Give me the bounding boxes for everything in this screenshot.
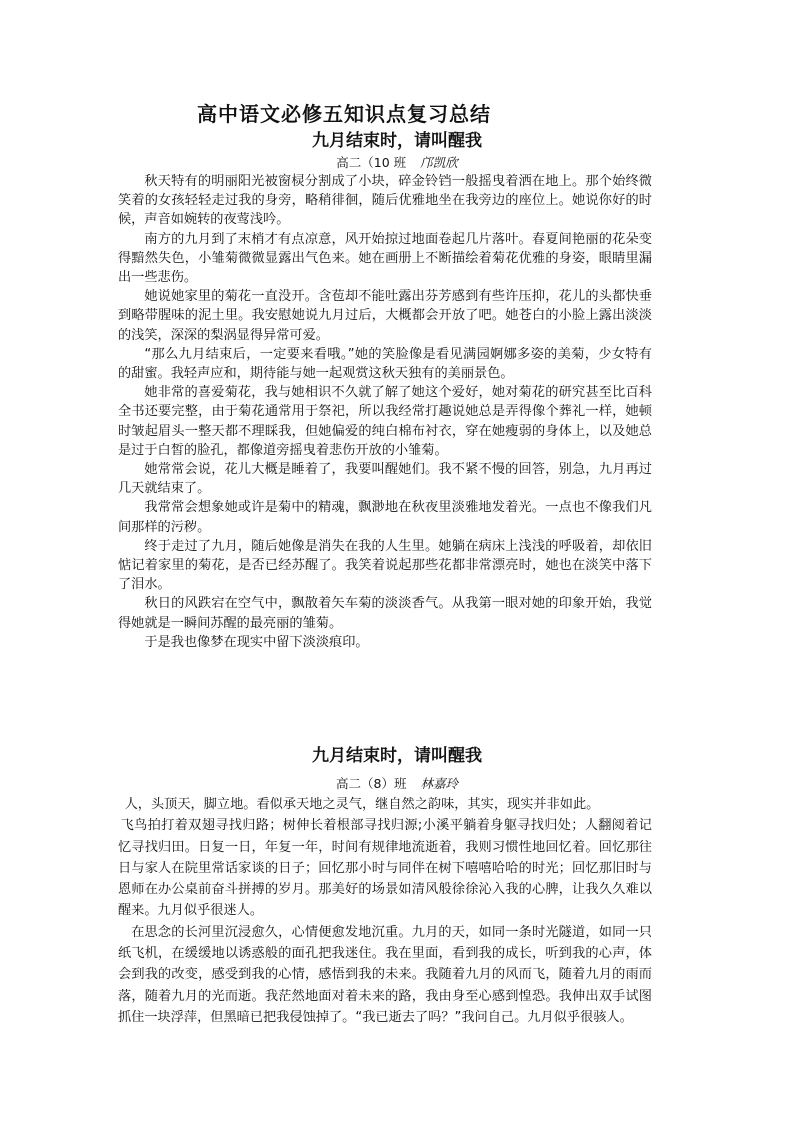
essay2-body bbox=[118, 794, 652, 1028]
essay1-title: 九月结束时，请叫醒我 bbox=[312, 131, 482, 151]
essay2-byline bbox=[0, 774, 794, 792]
document-title-text: 高中语文必修五知识点复习总结 bbox=[197, 102, 491, 126]
essay2-class: 高二（8）班 bbox=[336, 776, 407, 791]
essay1-paragraph: 秋日的风跌宕在空气中，飘散着矢车菊的淡淡香气。从我第一眼对她的印象开始，我觉得她就是一瞬间苏醒的最亮丽的雏菊。 bbox=[118, 596, 652, 631]
essay1-paragraph: 南方的九月到了末梢才有点凉意，风开始掠过地面卷起几片落叶。春夏间艳丽的花朵变得黯然失色，小雏菊微微显露出气色来。她在画册上不断描绘着菊花优雅的身姿，眼睛里漏出一些悲伤。 bbox=[118, 231, 652, 286]
essay1-body bbox=[118, 172, 652, 652]
essay1-paragraph: 秋天特有的明丽阳光被窗棂分割成了小块，碎金铃铛一般摇曳着洒在地上。那个始终微笑着的女孩轻轻走过我的身旁，略稍徘徊，随后优雅地坐在我旁边的座位上。她说你好的时候，声音如婉转的夜莺浅吟。 bbox=[118, 174, 652, 228]
essay1-byline bbox=[0, 153, 794, 171]
essay1-paragraph: “那么九月结束后，一定要来看哦。”她的笑脸像是看见满园婀娜多姿的美菊，少女特有的甜蜜。我轻声应和，期待能与她一起观赏这秋天独有的美丽景色。 bbox=[118, 346, 652, 382]
document-title bbox=[0, 98, 794, 127]
essay1-paragraph: 她说她家里的菊花一直没开。含苞却不能吐露出芬芳感到有些许压抑，花儿的头都快垂到略带腥味的泥土里。我安慰她说九月过后，大概都会开放了吧。她苍白的小脸上露出淡淡的浅笑，深深的梨涡显得异常可爱。 bbox=[118, 289, 652, 343]
essay1-paragraph: 终于走过了九月，随后她像是消失在我的人生里。她躺在病床上浅浅的呼吸着，却依旧惦记着家里的菊花，是否已经苏醒了。我笑着说起那些花都非常漂亮时，她也在淡笑中落下了泪水。 bbox=[118, 538, 652, 593]
essay1-paragraph: 我常常会想象她或许是菊中的精魂，飘渺地在秋夜里淡雅地发着光。一点也不像我们凡间那样的污秽。 bbox=[118, 500, 652, 535]
essay2-paragraph: 人，头顶天，脚立地。看似承天地之灵气，继自然之韵味，其实，现实并非如此。 bbox=[124, 797, 600, 812]
essay1-paragraph: 她常常会说，花儿大概是睡着了，我要叫醒她们。我不紧不慢的回答，别急，九月再过几天就结束了。 bbox=[118, 462, 652, 497]
essay2-title: 九月结束时，请叫醒我 bbox=[312, 746, 482, 766]
essay1-paragraph: 于是我也像梦在现实中留下淡淡痕印。 bbox=[144, 634, 369, 650]
essay1-author: 邝凯欣 bbox=[420, 155, 458, 170]
essay2-paragraph: 飞鸟拍打着双翅寻找归路；树伸长着根部寻找归源;小溪平躺着身躯寻找归处；人翻阅着记忆寻找归田。日复一日，年复一年，时间有规律地流逝着，我则习惯性地回忆着。回忆那往日与家人在院里常话家谈的日子；回忆那小时与同伴在树下嘻嘻哈哈的时光；回忆那旧时与恩师在办公桌前奋斗拼搏的岁月。那美好的场景如清风般徐徐沁入我的心脾，让我久久难以醒来。九月似乎很迷人。 bbox=[118, 818, 652, 919]
essay1-class: 高二（10 班 bbox=[336, 155, 407, 170]
essay2-paragraph: 在思念的长河里沉浸愈久，心情便愈发地沉重。九月的天，如同一条时光隧道，如同一只纸飞机，在缓缓地以诱惑般的面孔把我迷住。我在里面，看到我的成长，听到我的心声，体会到我的改变，感受到我的心情，感悟到我的未来。我随着九月的风而飞，随着九月的雨而落，随着九月的光而逝。我茫然地面对着未来的路，我由身至心感到惶恐。我伸出双手试图抓住一块浮萍，但黑暗已把我侵蚀掉了。“我已逝去了吗？”我问自己。九月似乎很骇人。 bbox=[118, 924, 652, 1025]
essay2-author: 林嘉玲 bbox=[420, 776, 458, 791]
essay1-paragraph: 她非常的喜爱菊花，我与她相识不久就了解了她这个爱好，她对菊花的研究甚至比百科全书还要完整，由于菊花通常用于祭祀，所以我经常打趣说她总是弄得像个葬礼一样，她顿时皱起眉头一整天都不理睬我，但她偏爱的纯白棉布衬衣，穿在她瘦弱的身体上，以及她总是过于白皙的脸孔，都像道旁摇曳着悲伤开放的小雏菊。 bbox=[118, 385, 652, 458]
